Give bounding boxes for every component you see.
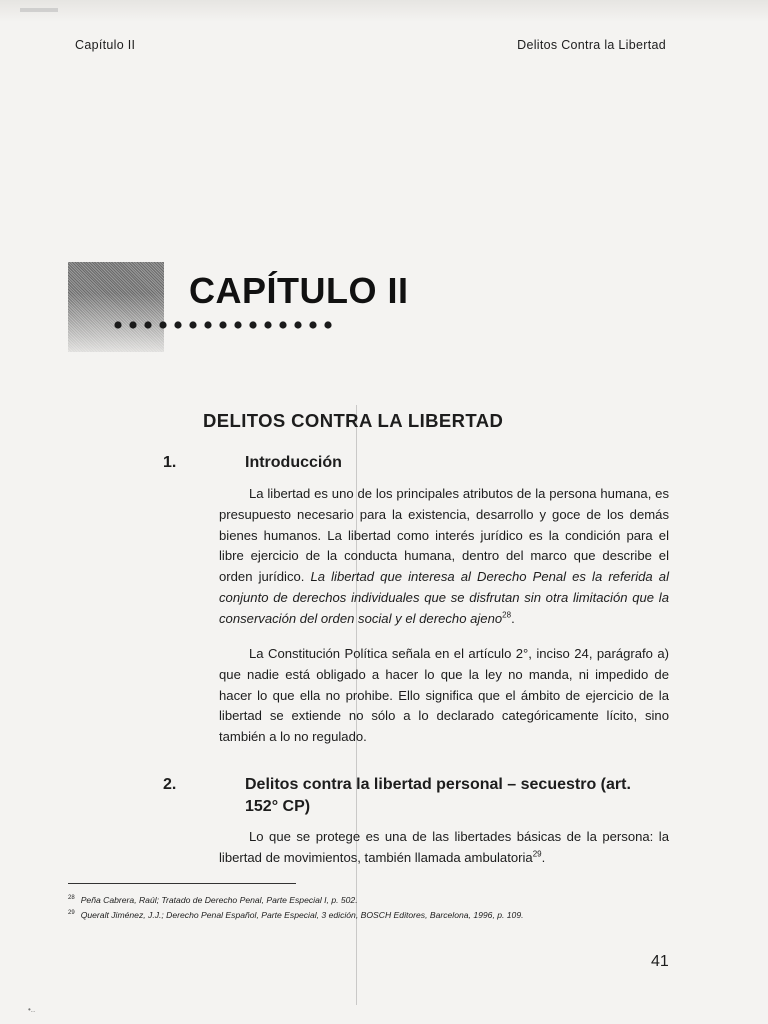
chapter-title: CAPÍTULO II bbox=[189, 270, 409, 311]
scan-smudge bbox=[20, 8, 58, 12]
scan-edge-shadow bbox=[0, 0, 768, 22]
body-paragraph: La libertad es uno de los principales atributos de la persona humana, es presupuesto necesario para la existencia, desarrollo y goce de los demás bienes humanos. La libertad como interés jurídico es la condición para el libre ejercicio de la conducta humana, dentro del marco que describe el orden jurídico. La libertad que interesa al Derecho Penal es la referida al conjunto de derechos individuales que se disfrutan sin otra limitación que la conservación del orden social y el derecho ajeno$^{28}$. bbox=[219, 486, 669, 626]
section-heading: Introducción bbox=[245, 454, 342, 471]
section-title: DELITOS CONTRA LA LIBERTAD bbox=[203, 410, 504, 431]
footnote-ref: 28 bbox=[502, 610, 512, 620]
chapter-ornament-block bbox=[68, 262, 164, 352]
scan-corner-mark: •.. bbox=[28, 1005, 36, 1014]
body-paragraph: La Constitución Política señala en el artículo 2°, inciso 24, parágrafo a) que nadie está obligado a hacer lo que la ley no manda, ni impedido de hacer lo que ella no prohibe. Ello significa que el ámbito de ejercicio de la libertad se extiende no sólo a lo declarado categóricamente lícito, sino también a lo no regulado. bbox=[219, 646, 669, 745]
running-head-chapter: Capítulo II bbox=[75, 38, 136, 52]
section-heading: Delitos contra la libertad personal – secuestro (art. 152° CP) bbox=[245, 776, 631, 815]
body-paragraph: Lo que se protege es una de las libertades básicas de la persona: la libertad de movimientos, también llamada ambulatoria$^{29}$. bbox=[219, 829, 669, 865]
footnote: $^{28}$ Peña Cabrera, Raúl; Tratado de Derecho Penal, Parte Especial I, p. 502. bbox=[68, 895, 358, 905]
chapter-dots-ornament bbox=[113, 318, 343, 332]
section-number: 2. bbox=[163, 776, 177, 793]
page-number: 41 bbox=[651, 953, 669, 970]
footnote-rule bbox=[68, 883, 296, 884]
section-number: 1. bbox=[163, 454, 177, 471]
footnote: $^{29}$ Queralt Jiménez, J.J.; Derecho Penal Español, Parte Especial, 3 edición, BOSCH Editores, Barcelona, 1996, p. 109. bbox=[68, 910, 524, 920]
running-head-title: Delitos Contra la Libertad bbox=[517, 38, 666, 52]
footnote-ref: 29 bbox=[532, 849, 542, 859]
